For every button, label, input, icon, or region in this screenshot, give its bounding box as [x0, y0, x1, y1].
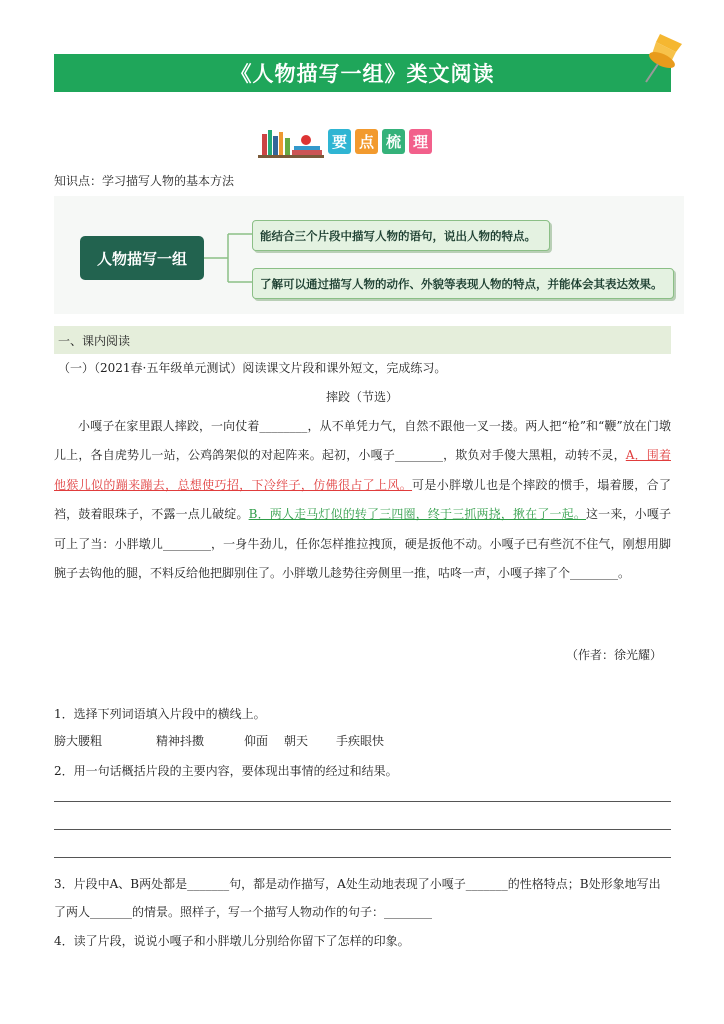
answer-line[interactable]	[54, 829, 671, 830]
question-2: 2．用一句话概括片段的主要内容，要体现出事情的经过和结果。	[54, 764, 398, 778]
passage-text: ，从不单凭力气，自然不跟他一叉一搂。两人把“枪”和“鞭”放在门墩儿上，各自虎势儿一站，公鸡鸽架似的对起阵来。起初，小嘎子	[54, 419, 671, 463]
word-option: 膀大腰粗	[54, 734, 103, 748]
word-option: 仰面	[244, 734, 269, 748]
mind-map-branch: 能结合三个片段中描写人物的语句，说出人物的特点。	[252, 220, 550, 251]
marked-sentence-b: B．两人走马灯似的转了三四圈，终于三抓两挠，揪在了一起。	[248, 507, 586, 522]
word-option: 精神抖擞	[156, 734, 205, 748]
passage-text: 这一来，小嘎子可上了当：小胖墩儿	[54, 507, 671, 551]
passage-text: ，一身牛劲儿，任你怎样推拉拽顶，硬是扳他不动。小嘎子已有些沉不住气，刚想用脚腕子去钩他的腿，不料反给他把脚别住了。小胖墩儿趁势往旁侧里一推，咕咚一声，小嘎子摔了个	[54, 536, 671, 581]
banner-char: 要	[328, 129, 351, 154]
passage-text: 。	[618, 566, 631, 581]
banner-title	[328, 129, 432, 154]
question-1: 1．选择下列词语填入片段中的横线上。	[54, 707, 266, 721]
passage-text: ，欺负对手傻大黑粗，动转不灵，	[442, 448, 626, 463]
mind-map	[54, 196, 684, 314]
section-banner	[258, 124, 432, 158]
marked-sentence-a: A．围着他猴儿似的蹦来蹦去，总想使巧招，下冷绊子，仿佛很占了上风。	[54, 448, 671, 492]
article-author: （作者：徐光耀）	[565, 648, 662, 662]
article-title: 摔跤（节选）	[325, 390, 398, 404]
fill-blank: ________	[259, 419, 308, 433]
word-option: 手疾眼快	[336, 734, 385, 748]
word-options	[54, 732, 384, 749]
answer-line[interactable]	[54, 801, 671, 802]
question-4: 4．读了片段，说说小嘎子和小胖墩儿分别给你留下了怎样的印象。	[54, 934, 410, 948]
question-3: 3．片段中A、B两处都是_______句，都是动作描写，A处生动地表现了小嘎子_______的性格特点；B处形象地写出了两人_______的情景。照样子，写一个描写人物动作的句子：________	[54, 877, 661, 919]
answer-line[interactable]	[54, 857, 671, 858]
banner-char: 梳	[382, 129, 405, 154]
section-intro: （一）（2021春·五年级单元测试）阅读课文片段和课外短文，完成练习。	[58, 361, 447, 375]
banner-char: 理	[409, 129, 432, 154]
pushpin-icon	[642, 30, 690, 86]
passage-text: 可是小胖墩儿也是个摔跤的惯手，塌着腰，合了裆，鼓着眼珠子，不露一点儿破绽。	[54, 477, 671, 522]
banner-char: 点	[355, 129, 378, 154]
passage-text: 小嘎子在家里跟人摔跤，一向仗着	[78, 419, 260, 433]
knowledge-point: 知识点：学习描写人物的基本方法	[54, 174, 235, 188]
fill-blank: ________	[570, 566, 619, 581]
books-icon	[258, 124, 324, 158]
word-option: 朝天	[284, 734, 309, 748]
mind-map-main-node: 人物描写一组	[80, 236, 204, 280]
section-header: 一、课内阅读	[54, 326, 671, 354]
document-title: 《人物描写一组》类文阅读	[54, 54, 671, 92]
fill-blank: ________	[162, 536, 211, 551]
fill-blank: ________	[394, 448, 443, 463]
article-passage	[54, 412, 671, 588]
mind-map-branch: 了解可以通过描写人物的动作、外貌等表现人物的特点，并能体会其表达效果。	[252, 268, 674, 299]
